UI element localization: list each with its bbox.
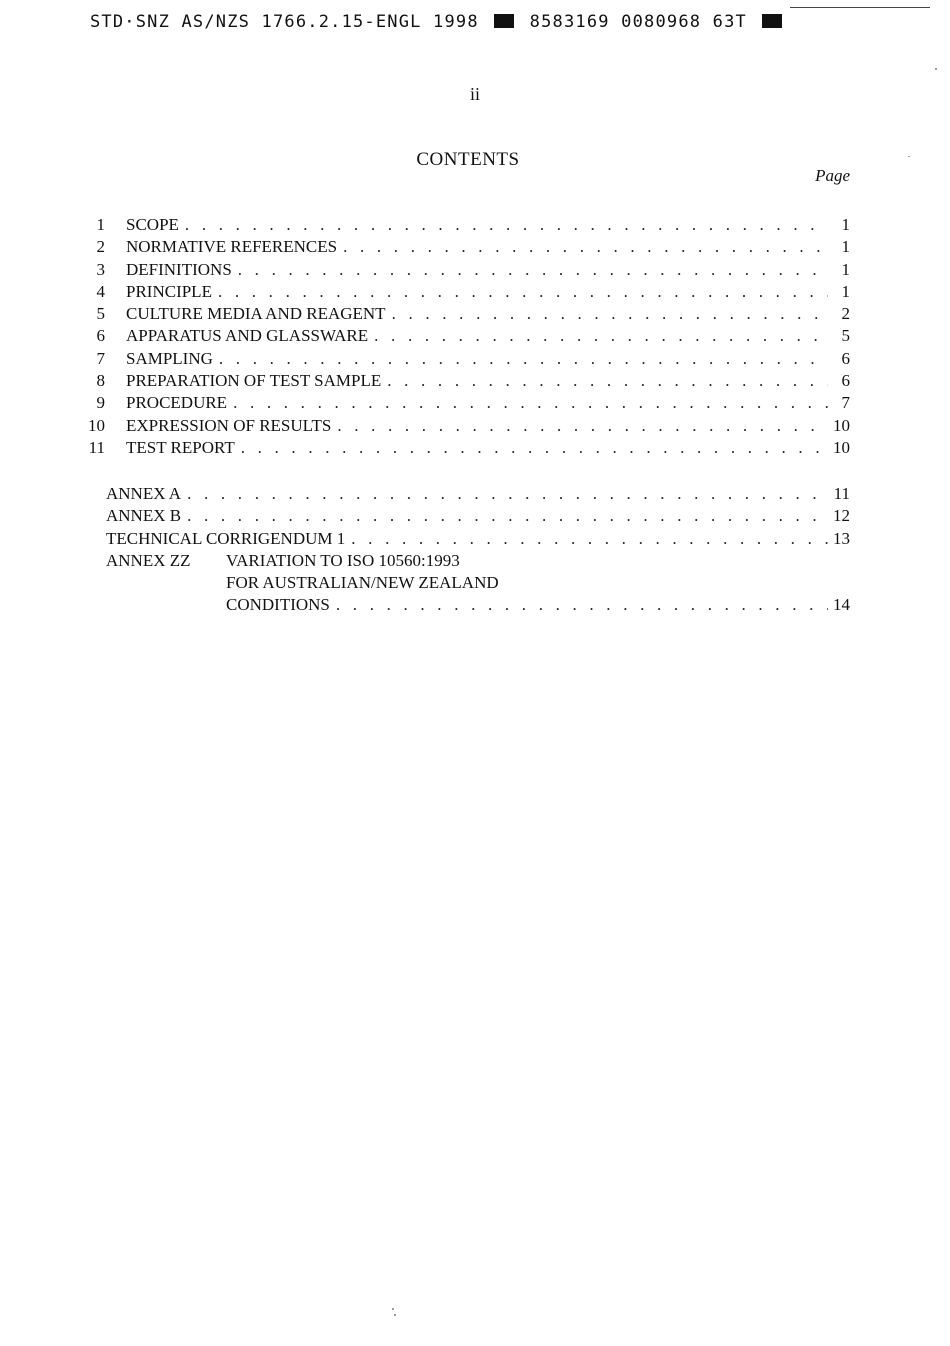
annex-title: ANNEX A xyxy=(106,484,182,503)
annex-entry xyxy=(106,528,850,550)
toc-leader-dots xyxy=(233,392,828,414)
annex-zz-line xyxy=(226,594,850,616)
toc-page: 1 xyxy=(841,237,850,257)
toc-number: 2 xyxy=(96,237,105,257)
toc-entry xyxy=(126,259,850,281)
annex-row[interactable] xyxy=(0,505,950,527)
toc-title: PREPARATION OF TEST SAMPLE xyxy=(126,371,382,391)
annex-zz-row xyxy=(0,572,950,594)
toc-title: CULTURE MEDIA AND REAGENT xyxy=(126,304,386,324)
toc-number: 8 xyxy=(96,371,105,391)
toc-number: 9 xyxy=(96,393,105,413)
toc-row[interactable] xyxy=(0,370,950,392)
annex-zz-row[interactable] xyxy=(0,594,950,616)
annex-zz-title-line2: FOR AUSTRALIAN/NEW ZEALAND xyxy=(226,573,499,593)
document-code-suffix: 63T xyxy=(712,12,747,32)
scan-speck xyxy=(394,1314,396,1316)
toc-page: 10 xyxy=(833,415,850,435)
toc-entry xyxy=(126,281,850,303)
toc-title: EXPRESSION OF RESULTS xyxy=(126,415,332,435)
scan-speck xyxy=(935,68,937,70)
annex-row[interactable] xyxy=(0,483,950,505)
annex-zz-title-line3: CONDITIONS xyxy=(226,595,330,615)
toc-page: 7 xyxy=(841,393,850,413)
annex-zz-title-line1: VARIATION TO ISO 10560:1993 xyxy=(226,550,460,570)
page-number: ii xyxy=(469,84,480,104)
document-code-text: STD·SNZ AS/NZS 1766.2.15-ENGL 1998 xyxy=(90,12,479,32)
toc-title: TEST REPORT xyxy=(126,437,235,457)
annex-zz-line xyxy=(226,572,850,594)
toc-leader-dots xyxy=(187,505,828,527)
toc-entry xyxy=(126,348,850,370)
toc-number: 1 xyxy=(96,215,105,234)
toc-page: 1 xyxy=(841,259,850,279)
toc-row[interactable] xyxy=(0,259,950,281)
toc-title: PRINCIPLE xyxy=(126,281,212,301)
toc-leader-dots xyxy=(185,214,828,236)
toc-page: 1 xyxy=(841,281,850,301)
toc-title: SCOPE xyxy=(126,215,179,234)
toc-row[interactable] xyxy=(0,437,950,459)
table-of-contents xyxy=(0,214,950,459)
toc-title: PROCEDURE xyxy=(126,393,228,413)
annex-zz-line xyxy=(226,550,850,572)
toc-title: DEFINITIONS xyxy=(126,259,232,279)
toc-row[interactable] xyxy=(0,348,950,370)
annex-list xyxy=(0,483,950,617)
top-rule xyxy=(790,7,930,8)
toc-number: 6 xyxy=(96,326,105,346)
toc-number: 5 xyxy=(96,304,105,324)
toc-number: 11 xyxy=(88,437,105,457)
redaction-block xyxy=(494,14,514,28)
toc-row[interactable] xyxy=(0,236,950,258)
contents-title: CONTENTS xyxy=(416,149,520,170)
toc-page: 1 xyxy=(841,215,850,234)
toc-row[interactable] xyxy=(0,325,950,347)
document-code-header xyxy=(90,12,786,32)
toc-leader-dots xyxy=(219,348,828,370)
toc-row[interactable] xyxy=(0,281,950,303)
toc-leader-dots xyxy=(387,370,828,392)
toc-page: 6 xyxy=(841,371,850,391)
toc-entry xyxy=(126,214,850,236)
toc-leader-dots xyxy=(218,281,828,303)
toc-number: 3 xyxy=(96,259,105,279)
toc-leader-dots xyxy=(392,303,828,325)
toc-number: 7 xyxy=(96,348,105,368)
toc-leader-dots xyxy=(241,437,828,459)
annex-entry xyxy=(106,505,850,527)
toc-row[interactable] xyxy=(0,392,950,414)
toc-entry xyxy=(126,415,850,437)
annex-zz-row[interactable] xyxy=(0,550,950,572)
toc-entry xyxy=(126,437,850,459)
toc-leader-dots xyxy=(238,259,828,281)
toc-row[interactable] xyxy=(0,214,950,236)
annex-page: 12 xyxy=(833,506,850,526)
annex-page: 11 xyxy=(833,484,850,503)
toc-entry xyxy=(126,392,850,414)
annex-title: ANNEX B xyxy=(106,506,182,526)
toc-entry xyxy=(126,325,850,347)
toc-page: 6 xyxy=(841,348,850,368)
toc-title: SAMPLING xyxy=(126,348,213,368)
toc-title: NORMATIVE REFERENCES xyxy=(126,237,338,257)
toc-leader-dots xyxy=(351,528,828,550)
toc-leader-dots xyxy=(343,236,828,258)
redaction-block xyxy=(762,14,782,28)
toc-entry xyxy=(126,370,850,392)
toc-page: 2 xyxy=(841,304,850,324)
toc-entry xyxy=(126,236,850,258)
scan-speck xyxy=(392,1308,394,1310)
scan-speck xyxy=(908,156,910,157)
toc-leader-dots xyxy=(337,415,828,437)
document-code-number: 8583169 0080968 xyxy=(529,12,702,32)
toc-entry xyxy=(126,303,850,325)
toc-page: 10 xyxy=(833,437,850,457)
annex-row[interactable] xyxy=(0,528,950,550)
toc-page: 5 xyxy=(841,326,850,346)
toc-row[interactable] xyxy=(0,415,950,437)
page-column-label: Page xyxy=(815,166,850,185)
toc-row[interactable] xyxy=(0,303,950,325)
toc-leader-dots xyxy=(187,483,828,505)
toc-leader-dots xyxy=(374,325,828,347)
toc-leader-dots xyxy=(336,594,828,616)
annex-page: 14 xyxy=(833,595,850,615)
toc-number: 10 xyxy=(88,415,105,435)
toc-number: 4 xyxy=(96,281,105,301)
annex-page: 13 xyxy=(833,528,850,548)
toc-title: APPARATUS AND GLASSWARE xyxy=(126,326,369,346)
annex-title: TECHNICAL CORRIGENDUM 1 xyxy=(106,528,346,548)
annex-zz-label: ANNEX ZZ xyxy=(106,550,191,570)
annex-entry xyxy=(106,483,850,505)
